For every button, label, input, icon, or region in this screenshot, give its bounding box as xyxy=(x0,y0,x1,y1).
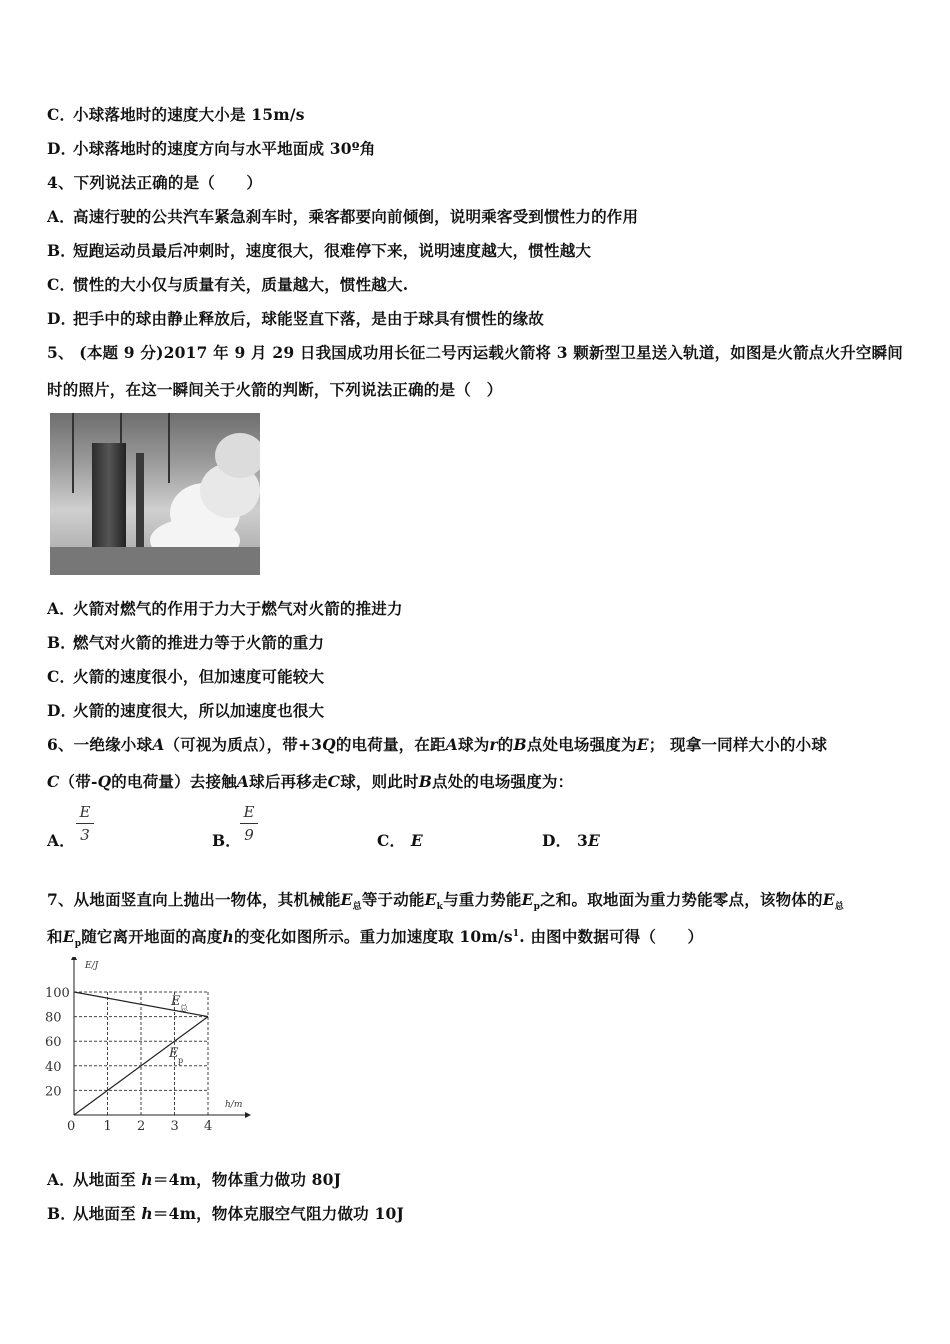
q4-option-d: D．把手中的球由静止释放后，球能竖直下落，是由于球具有惯性的缘故 xyxy=(47,309,545,328)
q5-option-b: B．燃气对火箭的推进力等于火箭的重力 xyxy=(47,633,325,652)
q3-option-d: D．小球落地时的速度方向与水平地面成 30º角 xyxy=(47,139,376,158)
q4-option-c: C．惯性的大小仅与质量有关，质量越大，惯性越大. xyxy=(47,275,409,294)
y-tick-100: 100 xyxy=(45,986,70,1001)
q5-option-a: A．火箭对燃气的作用于力大于燃气对火箭的推进力 xyxy=(47,599,403,618)
y-tick-80: 80 xyxy=(45,1010,62,1026)
y-tick-20: 20 xyxy=(45,1084,62,1100)
q6-stem-line2: C（带-Q的电荷量）去接触A球后再移走C球，则此时B点处的电场强度为： xyxy=(47,772,574,791)
x-tick-1: 1 xyxy=(103,1119,112,1132)
q3-option-c: C．小球落地时的速度大小是 15m/s xyxy=(47,105,305,124)
series-label-etotal: E xyxy=(171,994,181,1009)
q6-option-c: C． E xyxy=(377,831,423,850)
series-label-etotal-sub: 总 xyxy=(180,1004,188,1013)
q6-option-a-label: A． xyxy=(47,831,75,850)
series-label-ep-sub: p xyxy=(178,1056,184,1065)
energy-height-chart xyxy=(45,957,255,1132)
y-tick-40: 40 xyxy=(45,1059,62,1075)
y-axis-arrow xyxy=(71,957,77,960)
q6-option-b-fraction: E 9 xyxy=(240,803,258,844)
q5-stem-line2: 时的照片，在这一瞬间关于火箭的判断，下列说法正确的是（ ） xyxy=(47,380,503,399)
q5-stem-line1: 5、 (本题 9 分)2017 年 9 月 29 日我国成功用长征二号丙运载火箭将 3 颗新型卫星送入轨道，如图是火箭点火升空瞬间 xyxy=(47,343,903,362)
q4-option-b: B．短跑运动员最后冲刺时，速度很大，很难停下来，说明速度越大，惯性越大 xyxy=(47,241,592,260)
x-tick-3: 3 xyxy=(170,1119,179,1132)
q6-option-d: D． 3E xyxy=(542,831,600,850)
q5-option-d: D．火箭的速度很大，所以加速度也很大 xyxy=(47,701,325,720)
rocket-launch-photo xyxy=(50,413,260,575)
q6-option-b-label: B． xyxy=(212,831,242,850)
q7-option-b: B．从地面至 h＝4m，物体克服空气阻力做功 10J xyxy=(47,1204,404,1223)
q4-option-a: A．高速行驶的公共汽车紧急刹车时，乘客都要向前倾倒，说明乘客受到惯性力的作用 xyxy=(47,207,639,226)
y-axis-label: E/J xyxy=(85,961,99,971)
q5-option-c: C．火箭的速度很小，但加速度可能较大 xyxy=(47,667,325,686)
q7-stem-line1: 7、从地面竖直向上抛出一物体，其机械能$E_总$等于动能$E_k$与重力势能$E_p$之和。取地面为重力势能零点，该物体的$E_总$ xyxy=(47,890,844,913)
x-axis-label: h/m xyxy=(225,1100,243,1110)
origin-tick: 0 xyxy=(67,1119,76,1132)
x-tick-4: 4 xyxy=(204,1119,213,1132)
series-label-ep: E xyxy=(169,1046,179,1061)
q6-stem-line1: 6、一绝缘小球A（可视为质点），带+3Q的电荷量，在距A球为r的B点处电场强度为E； 现拿一同样大小的小球 xyxy=(47,735,828,754)
x-axis-arrow xyxy=(245,1112,251,1118)
y-tick-60: 60 xyxy=(45,1035,62,1051)
q7-option-a: A．从地面至 h＝4m，物体重力做功 80J xyxy=(47,1170,342,1189)
q6-option-a-fraction: E 3 xyxy=(76,803,94,844)
q4-stem: 4、下列说法正确的是（ ） xyxy=(47,173,263,192)
q7-stem-line2: 和$E_p$随它离开地面的高度h的变化如图所示。重力加速度取 $10m/s^1$. 由图中数据可得（ ） xyxy=(47,927,704,950)
x-tick-2: 2 xyxy=(137,1119,146,1132)
